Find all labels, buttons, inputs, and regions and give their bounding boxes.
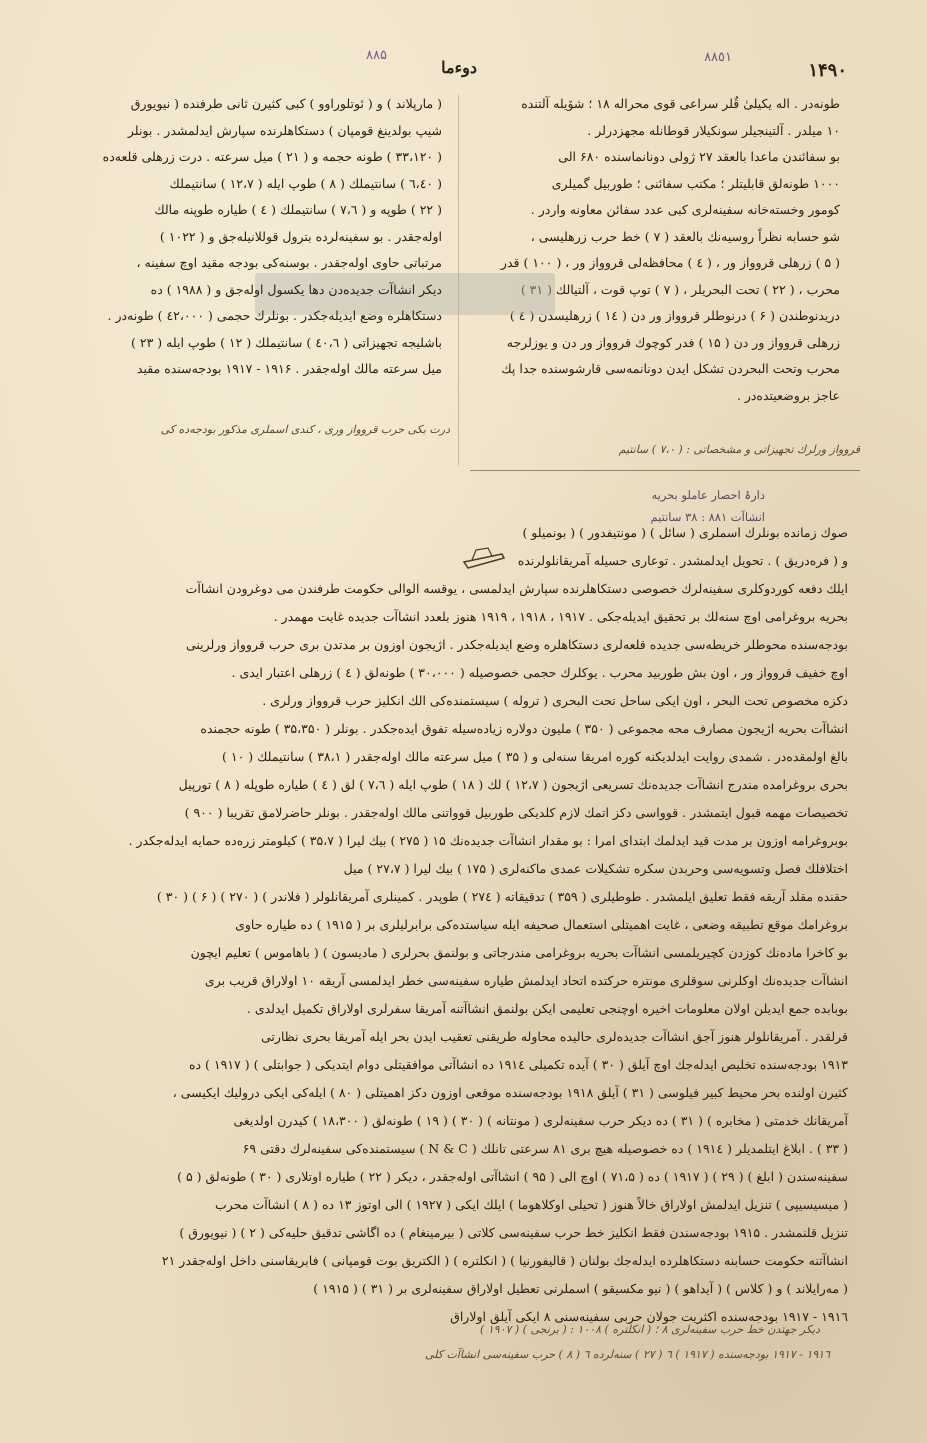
text-line: محرب وتحت البحردن تشکل ایدن دونانمەسی قارشوسندە جدا پك	[501, 361, 840, 376]
text-line: ( ٤۰،٦ ) سانتیملك ( ۸ ) طوپ ایلە ( ۱۲،۷ ) سانتیملك	[169, 175, 442, 191]
text-line: بوبابدە جمع ایدیلن اولان معلومات اخیرە اوچنجی تعلیمی ایکن بولنمق انشاآتنە آمریقا سفرلری اولاراق تکمیل ایدلدی .	[246, 1001, 848, 1016]
text-line: و ( فرەدریق ) . تحویل ایدلمشدر . توعاری حسیلە آمریقانلولرندە	[517, 553, 848, 568]
section-divider	[470, 470, 860, 471]
right-column	[480, 92, 840, 410]
text-line: طونەدر . الە یکیلیٰ قٌلر سراعی قوی محرالە ۱۸ ؛ شۆیلە آلتندە	[521, 96, 840, 111]
text-line: ( مەرایلاند ) و ( کلاس ) ( آیداهو ) ( نیو مکسیقو ) اسملرنی تعطیل اولاراق سفینەلری بر ( ۳۱ ) ( ۱۹۱۵ )	[313, 1281, 848, 1296]
running-title: دوءما	[441, 58, 477, 77]
text-line: بحریە بروغرامی اوچ سنەلك بر تحقیق ایدیلەجکی . ۱۹۱۷ ، ۱۹۱۸ ، ۱۹۱۹ هنوز بلعدد انشاآت جدیدە غایت مهمدر .	[273, 609, 848, 624]
text-line: بحری بروغرامدە مندرج انشاآت جدیدەنك تسریعی اژیجون ( ۱۲،۷ ) لك ( ۱۸ ) طوپ ایلە ( ۷،٦ ) لق ( ٤ ) طیارە طوپلە ( ۸ ) تورپیل	[178, 777, 848, 792]
pencil-annotation: ٨٨٥١	[704, 50, 732, 65]
pencil-note: انشاآت ۸۸۱ : ۳۸ سانتیم	[650, 510, 765, 524]
text-line: شو حسابە نظراً روسیەنك بالعقد ( ۷ ) خط حرب زرهلیسی ،	[530, 228, 840, 244]
text-line: قرلقدر . آمریقانلولر هنوز آجق انشاآت جدیدەلری حالیدە محاولە طریقنی تعقیب ایدن بحر ایلە آمریقا بحری نظارتی	[261, 1029, 848, 1044]
text-line: دیکر انشاآت جدیدەدن دها یکسول اولەجق و ( ۱۹۸۸ ) دە	[150, 281, 442, 297]
text-line: میل سرعتە مالك اولەجقدر . ۱۹۱۶ - ۱۹۱۷ بودجەسندە مقید	[136, 361, 442, 376]
text-line: مرتباتی حاوی اولەجقدر . بوسنەکی بودجە مقید اوچ سفینە ،	[136, 255, 442, 270]
text-line: ( میسیسیپی ) تنزیل ایدلمش اولاراق خالاً هنوز ( تحیلی اوکلاهوما ) ایلك ایکی ( ۱۹۲۷ ) الی اوتوز ۱۳ ده ( ۸ ) انشاآت محرب	[215, 1197, 848, 1212]
text-line: ایلك دفعە کوردوکلری سفینەلرك خصوصی دستکاهلرندە سپارش ایدلمسی ، یوقسە الوالی حکومت طرفندن می دوغرودن انشاآت	[185, 581, 848, 596]
text-line: اوچ خفیف قروواز ور ، اون بش طوربید محرب . یوکلرك حجمی خصوصیلە ( ۳۰،۰۰۰ ) طونەلق ( ٤ ) زرهلی اعتبار ایدی .	[231, 665, 848, 680]
text-line: ۱۹۱۳ بودجەسندە تخلیص ایدلەجك اوچ آیلق ( ۳۰ ) آیدە تکمیلی ۱۹۱٤ دە انشاآتی موافقیتلی دوام ایتدیکی ( جوابتلی ) ( ۱۹۱۷ ) دە	[188, 1057, 848, 1072]
text-line: ( ۲۲ ) طوپە و ( ۷،٦ ) سانتیملك ( ٤ ) طیارە طوپنە مالك	[154, 202, 442, 217]
text-line: بو سفائندن ماعدا بالعقد ۲۷ ژولی دونانماسندە ۶۸۰ الی	[558, 149, 840, 164]
text-line: ۱۹۱٦ - ۱۹۱۷ بودجەسندە اکثریت جولان حربی سفینەسنی ۸ ایکی آیلق اولاراق	[450, 1309, 848, 1324]
text-line: صوك زماندە بونلرك اسملری ( سائل ) ( مونتیفدور ) ( بونمیلو )	[522, 525, 848, 540]
handwritten-gloss: درت بکی حرب قروواز وری ، کندی اسملری مذکور بودجەدە کی	[160, 423, 450, 436]
text-line: دستکاهلرە وضع ایدیلەجکدر . بونلرك حجمی ( ٤۲،۰۰۰ ) طونەدر .	[107, 308, 442, 323]
text-line: ۱۰۰۰ طونەلق قابلیتلر ؛ مکتب سفائنی ؛ طوربیل گمیلری	[551, 175, 840, 191]
text-line: انشاآت جدیدەنك اوکلرنی سوقلری مونترە حرکتدە اتحاد ایدلمش طیارە سفینەسی خطر ایدلمسی آریقە ۱۰ اولاراق قریب بری	[204, 973, 848, 988]
text-line: عاجز بروضعیتدەدر .	[736, 387, 840, 403]
handwritten-gloss: دیکر جهتدن خط حرب سفینەلری ۸ ؛ ( انکلتره ) ۱۰۰۸ : ( برنجی ) ( ۱۹۰۷ )	[479, 1323, 820, 1336]
text-line: دریدنوطندن ( ۶ ) درنوطلر قروواز ور دن ( ۱٤ ) زرهلیسدن ( ٤ )	[509, 308, 840, 323]
text-line: ۱۰ میلدر . آلتینجیلر سونکیلار قوطانلە مجهزدرلر .	[587, 122, 840, 138]
text-line: شیپ بولدینغ قومپان ) دستکاهلرندە سپارش ایدلمشدر . بونلر	[127, 122, 442, 138]
pencil-note: دارۂ احصار عاملو بحریە	[651, 488, 765, 502]
handwritten-gloss: ۱۹۱٦ - ۱۹۱۷ بودجەسندە ( ۱۹۱۷ ) ٦ ( ۲۷ ) سنەلرده ٦ ( ۸ ) حرب سفینەسی انشاآت کلی	[424, 1348, 830, 1361]
text-line: حقندە مقلد آریقە فقط تعلیق ایلمشدر . طوطیلری ( ۳۵۹ ) تدقیقاتە ( ۲۷٤ ) طوپدر . کمینلری آمریقانلولر ( فلاندر ) ( ۲۷۰ ) ( ۶ ) ( ۳۰ )	[156, 889, 848, 904]
text-line: کومور وخستەخانە سفینەلری کبی عدد سفائن معاونە واردر .	[530, 202, 840, 217]
text-line: ( ۳۳،۱۲۰ ) طونە حجمە و ( ۲۱ ) میل سرعتە . درت زرهلی قلعەدە	[102, 149, 442, 164]
text-line: دکزە مخصوص تحت البحر ، اون ایکی ساحل تحت البحری ( ترولە ) سیستمندەکی الك انکلیز حرب قروواز ورلری .	[262, 693, 848, 708]
text-line: بروغرامك موقع تطبیقە وضعی ، غایت اهمیتلی استعمال صحیفە ایلە سیاستدەکی برابرلیلری بر ( ۱۹۱۵ ) دە طیارە حاوی	[235, 917, 848, 932]
left-column	[80, 92, 442, 384]
text-line: انشاآتنە حکومت حسابنە دستکاهلردە ایدلەجك بولنان ( قالیفورنیا ) ( انکلتره ) ( الکتریق بوت قومپانی ) فابریقاسنی داخل اولەجقدر ۲۱	[161, 1253, 848, 1268]
page-header	[70, 48, 877, 84]
full-width-body	[40, 520, 848, 1332]
page-number: ۱۴۹۰	[808, 60, 847, 81]
text-line: بوبروغرامە اوزون بر مدت قید ایدلمك ابتدای امرا : بو مقدار انشاآت جدیدەنك ۱۵ ( ۲۷۵ ) بیك لیرا ( ۳۵،۷ ) کیلومتر زرەدە حمایە ایدلەجکدر .	[128, 833, 848, 848]
text-line: باشلیجە تجهیزاتی ( ٤۰،٦ ) سانتیملك ( ۱۲ ) طوپ ایلە ( ۲۳ )	[131, 334, 442, 350]
text-line: اختلافلك فصل وتسویەسی وحربدن سکرە تشکیلات عمدی ماکنەلری ( ۱۷۵ ) بیك لیرا ( ۲۷،۷ ) میل	[343, 861, 848, 876]
text-line: ( مارپلاند ) و ( ئوتلوراوو ) کبی کثیرن ثانی طرفندە ( نیویورق	[130, 96, 442, 111]
text-line: بالغ اولمقدەدر . شمدی روایت ایدلدیکنە کورە امریقا سنەلی و ( ۳۵ ) میل سرعتە مالك اولەجقدر ( ۳۸،۱ ) سانتیملك ( ۱۰ )	[222, 749, 848, 764]
text-line: ( ۳۳ ) . ابلاغ ایتلمدیلر ( ۱۹۱٤ ) دە خصوصیلە هیچ بری ۸۱ سرعتی تانلك ( N & C ) سیستمندەکی سفینەلرك دقتی ۶۹	[242, 1141, 848, 1156]
handwritten-gloss: قروواز ورلرك تجهیزاتی و مشخصاتی : ( ۷،۰ ) سانتیم	[618, 443, 860, 456]
text-line: کثیرن اولندە بحر محیط کبیر فیلوسی ( ۳۱ ) آیلق ۱۹۱۸ بودجەسندە موقعی اوزون دکز اهمیتلی ( ۸۰ ) ایلەکی ایکی درولیك ایکیسی ،	[172, 1085, 848, 1100]
text-line: محرب ، ( ۲۲ ) تحت البحریلر ، ( ۷ ) توپ قوت ، آلتیالك ( ۳۱ )	[520, 281, 840, 297]
text-line: انشاآت بحریە اژیجون مصارف محە مجموعی ( ۳۵۰ ) ملیون دولارە زیادەسیلە تفوق ایدەجکدر . بونلر ( ۳۵،۳۵۰ ) طونە حجمندە	[200, 721, 848, 736]
text-line: تنزیل قلنمشدر . ۱۹۱۵ بودجەسندن فقط انکلیز خط حرب سفینەسی کلاتی ( بیرمینغام ) دە اگاشی تدقیق حلیەکی ( ۲ ) ( نیویورق )	[179, 1225, 848, 1240]
text-line: بو کاخرا مادەنك کوزدن کچیریلمسی انشاآت بحریە بروغرامی مندرجاتی و بولنمق بحرلری ( مادیسون ) ( باهاموس ) تعلیم ایچون	[190, 945, 848, 960]
text-line: سفینەسندن ( ابلغ ) ( ۲۹ ) ( ۱۹۱۷ ) دە ( ۷۱،۵ ) اوچ الی ( ۹۵ ) انشاآتی اولەجقدر ، دیکر ( ۲۲ ) طیارە اوتلاری ( ۳۰ ) طونەلق ( ۵ )	[177, 1169, 848, 1184]
text-line: آمریقانك خدمتی ( مخابرە ) ( ۳۱ ) دە دیکر حرب سفینەلری ( مونتانە ) ( ۳۰ ) ( ۱۹ ) طونەلق ( ۱۸،۳۰۰ ) کیدرن اولدیغی	[233, 1113, 848, 1128]
text-line: بودجەسندە محوطلر خریطەسی جدیدە قلعەلری دستکاهلرە وضع ایدیلەجکدر . اژیجون اوزون بر مدتدن بری حرب قروواز ورلرینی	[185, 637, 848, 652]
text-line: تخصیصات مهمە قبول ایتمشدر . قوواسی دکز اتمك لازم کلدیکی طوربیل قوواتنی مالك اولەجقدر . بونلر حاضرلامق تقریبا ( ۹۰۰ )	[184, 805, 848, 820]
text-line: اولەجقدر . بو سفینەلردە بترول قوللانیلەجق و ( ۱۰۲۲ )	[159, 228, 442, 244]
text-line: زرهلی قروواز ور دن ( ۱۵ ) فدر کوچوك قروواز ور دن و یوزلرجە	[506, 334, 840, 350]
text-line: ( ۵ ) زرهلی قروواز ور ، ( ٤ ) محافظەلی قروواز ور ، ( ۱۰۰ ) قدر	[500, 255, 840, 270]
pencil-annotation: ۸۸۵	[366, 48, 387, 63]
